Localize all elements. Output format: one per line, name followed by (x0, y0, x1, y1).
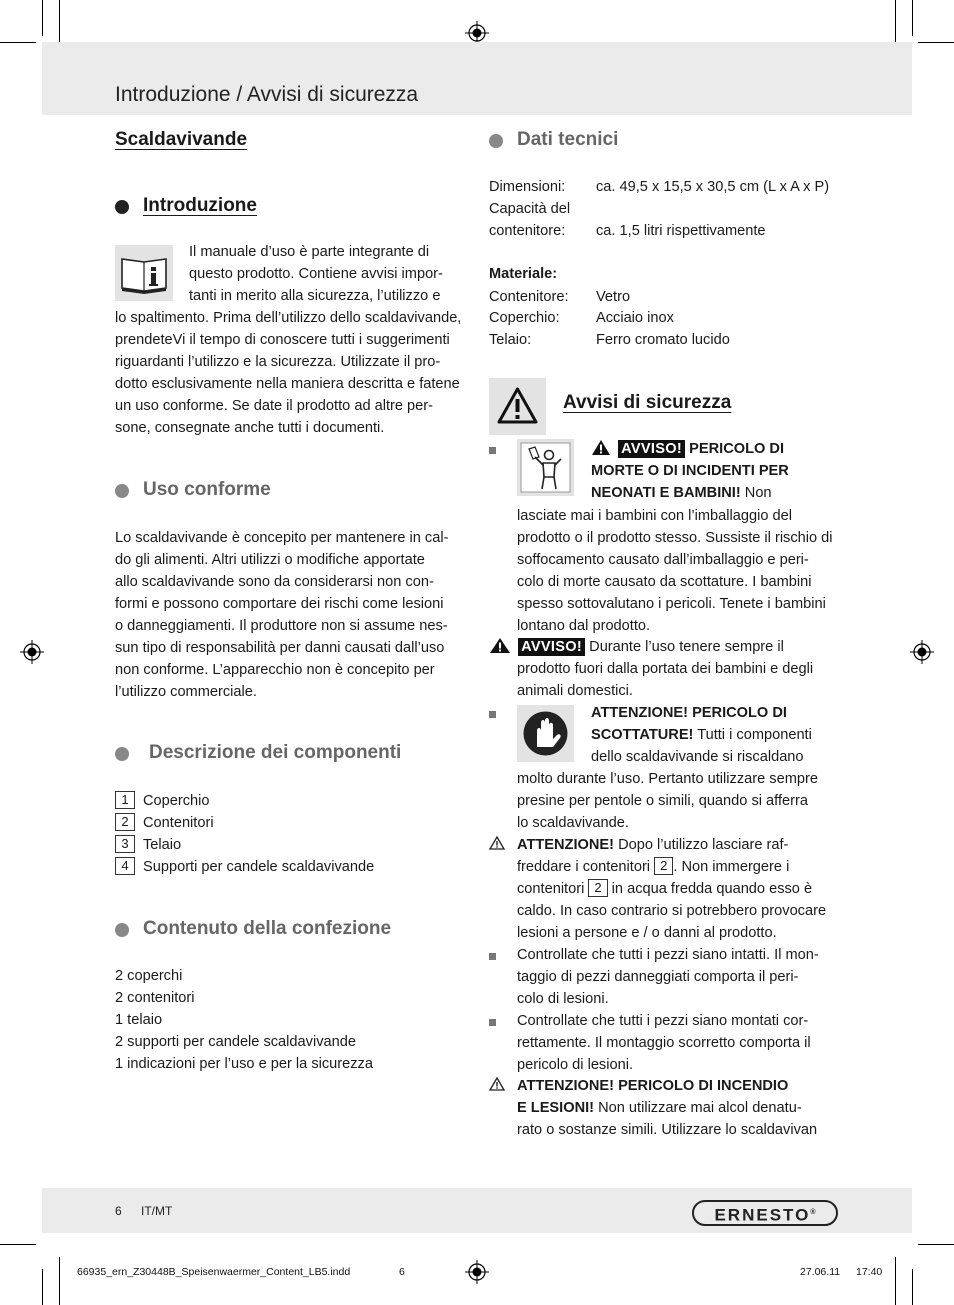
crop-mark (42, 1269, 43, 1305)
contenuto-line: 1 indicazioni per l’uso e per la sicurezza (115, 1056, 373, 1072)
w7-line: rato o sostanze simili. Utilizzare lo scaldavivan (517, 1122, 818, 1138)
w7-line (517, 1075, 788, 1097)
w1-bold: MORTE O DI INCIDENTI PER (591, 463, 789, 479)
dati-heading: Dati tecnici (517, 129, 619, 150)
dim-value: ca. 49,5 x 15,5 x 30,5 cm (L x A x P) (596, 179, 830, 195)
avviso-label: AVVISO! (518, 638, 585, 656)
section-bullet (115, 923, 129, 937)
component-item (115, 834, 181, 856)
uso-heading: Uso conforme (143, 479, 271, 500)
crop-mark (42, 0, 43, 36)
w2-line: animali domestici. (517, 683, 633, 699)
component-label: Contenitori (143, 815, 214, 831)
contenuto-line: 2 supporti per candele scaldavivande (115, 1034, 356, 1050)
slug-time: 17:40 (856, 1266, 883, 1278)
uso-line: allo scaldavivande sono da considerarsi non con- (115, 574, 434, 590)
contenuto-line: 1 telaio (115, 1012, 163, 1028)
b5-line: colo di lesioni. (517, 991, 609, 1007)
w3-bold: SCOTTATURE! (591, 727, 694, 743)
oven-glove-icon (517, 705, 574, 762)
intro-line: un uso conforme. Se date il prodotto ad altre per- (115, 398, 434, 414)
crop-mark (912, 0, 913, 36)
w4-text: contenitori (517, 881, 589, 897)
list-square (489, 711, 496, 718)
child-packaging-icon (517, 439, 574, 496)
slug-filename: 66935_ern_Z30448B_Speisenwaermer_Content_LB5.indd (77, 1266, 351, 1278)
material-label: Coperchio: (489, 310, 560, 326)
b5-line: taggio di pezzi danneggiati comporta il peri- (517, 969, 799, 985)
w4-line: caldo. In caso contrario si potrebbero provocare (517, 903, 827, 919)
page-number: 6 (115, 1204, 122, 1218)
b6-line: Controllate che tutti i pezzi siano montati cor- (517, 1013, 809, 1029)
component-label: Supporti per candele scaldavivande (143, 859, 375, 875)
b6-line: pericolo di lesioni. (517, 1057, 634, 1073)
contenuto-line: 2 contenitori (115, 990, 195, 1006)
w1-line: lontano dal prodotto. (517, 618, 651, 634)
component-label: Telaio (143, 837, 182, 853)
intro-heading: Introduzione (143, 195, 257, 216)
info-manual-box (115, 245, 173, 301)
w2-line: prodotto fuori dalla portata dei bambini e degli (517, 661, 814, 677)
intro-line: tanti in merito alla sicurezza, l’utilizzo e (189, 288, 441, 304)
dim-label: Dimensioni: (489, 179, 566, 195)
component-number: 4 (115, 857, 135, 875)
uso-line: Lo scaldavivande è concepito per mantenere in cal- (115, 530, 449, 546)
intro-line: dotto esclusivamente nella maniera descritta e fatene (115, 376, 460, 392)
intro-line: lo spaltimento. Prima dell’utilizzo dello scaldavivande, (115, 310, 462, 326)
w7-text: Non utilizzare mai alcol denatu- (594, 1100, 802, 1116)
warning-box (489, 378, 546, 435)
w1-line: spesso sottovalutano i pericoli. Tenete i bambini (517, 596, 826, 612)
b5-line: Controllate che tutti i pezzi siano intatti. Il mon- (517, 947, 819, 963)
materiale-heading-text: Materiale: (489, 266, 558, 282)
w2-text: Durante l’uso tenere sempre il (585, 639, 784, 655)
w3-line: lo scaldavivande. (517, 815, 629, 831)
w4-bold: ATTENZIONE! (517, 837, 615, 853)
w7-bold: ATTENZIONE! PERICOLO DI INCENDIO (517, 1078, 789, 1094)
cap-value: ca. 1,5 litri rispettivamente (596, 223, 766, 239)
crop-mark (918, 1244, 954, 1245)
list-square (489, 1019, 496, 1026)
w3-line (591, 724, 812, 746)
glove-warning-box (517, 705, 574, 762)
crop-mark (912, 1269, 913, 1305)
w3-line: molto durante l’uso. Pertanto utilizzare sempre (517, 771, 818, 787)
w3-bold: ATTENZIONE! PERICOLO DI (591, 705, 787, 721)
uso-line: o danneggiamenti. Il produttore non si assume nes- (115, 618, 448, 634)
component-number: 3 (115, 835, 135, 853)
page-title: Introduzione / Avvisi di sicurezza (115, 83, 419, 106)
crop-mark (0, 1244, 36, 1245)
list-square (489, 953, 496, 960)
child-warning-box (517, 439, 574, 496)
logo-text: ERNESTO (714, 1205, 811, 1225)
registration-mark-icon (465, 1260, 489, 1284)
section-bullet (115, 200, 129, 214)
uso-line: sun tipo di responsabilità per danni causati dall’uso (115, 640, 445, 656)
manual-info-icon (115, 245, 173, 301)
crop-mark (918, 42, 954, 43)
material-value: Acciaio inox (596, 310, 674, 326)
w3-text: Tutti i componenti (693, 727, 812, 743)
intro-line: riguardanti l’utilizzo e la sicurezza. Utilizzate il pro- (115, 354, 441, 370)
w1-line: colo di morte causato da scottature. I bambini (517, 574, 812, 590)
intro-line: questo prodotto. Contiene avvisi impor- (189, 266, 443, 282)
w4-line (517, 834, 788, 856)
list-square (489, 447, 496, 454)
caution-triangle-icon (489, 1077, 505, 1091)
w4-text: . Non immergere i (673, 859, 790, 875)
w4-text: freddare i contenitori (517, 859, 655, 875)
uso-line: formi e possono comportare dei rischi come lesioni (115, 596, 444, 612)
b6-line: rettamente. Il montaggio scorretto comporta il (517, 1035, 811, 1051)
w4-line: lesioni a persone e / o danni al prodotto. (517, 925, 777, 941)
crop-mark (59, 0, 60, 48)
component-label: Coperchio (143, 793, 210, 809)
intro-line: Il manuale d’uso è parte integrante di (189, 244, 430, 260)
w1-line: soffocamento causato dall’imballaggio e peri- (517, 552, 809, 568)
component-ref: 2 (654, 857, 673, 875)
w1-bold: PERICOLO DI (689, 441, 785, 457)
slug-page: 6 (399, 1266, 405, 1278)
logo-registered-mark: ® (810, 1209, 816, 1216)
slug-date: 27.06.11 (800, 1266, 841, 1278)
w1-text: Non (740, 485, 772, 501)
w4-line (517, 878, 812, 900)
w1-line (591, 482, 772, 504)
w7-bold: E LESIONI! (517, 1100, 595, 1116)
component-item (115, 812, 214, 834)
w1-line (591, 460, 789, 482)
cap-label: contenitore: (489, 223, 566, 239)
intro-line: sone, consegnate anche tutti i documenti. (115, 420, 385, 436)
section-bullet (115, 747, 129, 761)
component-item (115, 856, 374, 878)
material-value: Vetro (596, 289, 631, 305)
crop-mark (895, 1257, 896, 1305)
avviso-label: AVVISO! (618, 440, 685, 458)
cap-label: Capacità del (489, 201, 571, 217)
intro-line: prendeteVi il tempo di conoscere tutti i suggerimenti (115, 332, 450, 348)
w1-bold: NEONATI E BAMBINI! (591, 485, 741, 501)
materiale-heading (489, 263, 557, 285)
w1-line (591, 438, 784, 460)
material-value: Ferro cromato lucido (596, 332, 730, 348)
material-label: Telaio: (489, 332, 532, 348)
registration-mark-icon (910, 640, 934, 664)
caution-triangle-icon (489, 836, 505, 850)
component-item (115, 790, 210, 812)
uso-line: l’utilizzo commerciale. (115, 684, 257, 700)
w3-line: dello scaldavivande si riscaldano (591, 749, 804, 765)
material-label: Contenitore: (489, 289, 569, 305)
warning-triangle-icon (591, 439, 611, 456)
w3-line (591, 702, 787, 724)
w7-line (517, 1097, 802, 1119)
crop-mark (59, 1257, 60, 1305)
language-code: IT/MT (141, 1204, 173, 1218)
componenti-heading: Descrizione dei componenti (149, 742, 402, 763)
component-number: 2 (115, 813, 135, 831)
w4-line (517, 856, 789, 878)
registration-mark-icon (20, 640, 44, 664)
contenuto-heading: Contenuto della confezione (143, 918, 392, 939)
uso-line: non conforme. L’apparecchio non è concepito per (115, 662, 435, 678)
section-bullet (115, 484, 129, 498)
w4-text: in acqua fredda quando esso è (607, 881, 813, 897)
w1-line: prodotto o il prodotto stesso. Sussiste il rischio di (517, 530, 833, 546)
uso-line: do gli alimenti. Altri utilizzi o modifiche apportate (115, 552, 425, 568)
product-title: Scaldavivande (115, 129, 248, 150)
component-number: 1 (115, 791, 135, 809)
crop-mark (0, 42, 36, 43)
component-ref: 2 (588, 879, 607, 897)
w2-line (489, 636, 784, 658)
contenuto-line: 2 coperchi (115, 968, 183, 984)
avvisi-heading: Avvisi di sicurezza (563, 392, 732, 413)
warning-triangle-icon (489, 378, 546, 435)
w4-text: Dopo l’utilizzo lasciare raf- (614, 837, 789, 853)
w1-line: lasciate mai i bambini con l’imballaggio del (517, 508, 792, 524)
w3-line: presine per pentole o simili, quando si afferra (517, 793, 808, 809)
warning-triangle-icon (489, 637, 511, 654)
section-bullet (489, 134, 503, 148)
crop-mark (895, 0, 896, 48)
ernesto-logo (692, 1200, 838, 1226)
